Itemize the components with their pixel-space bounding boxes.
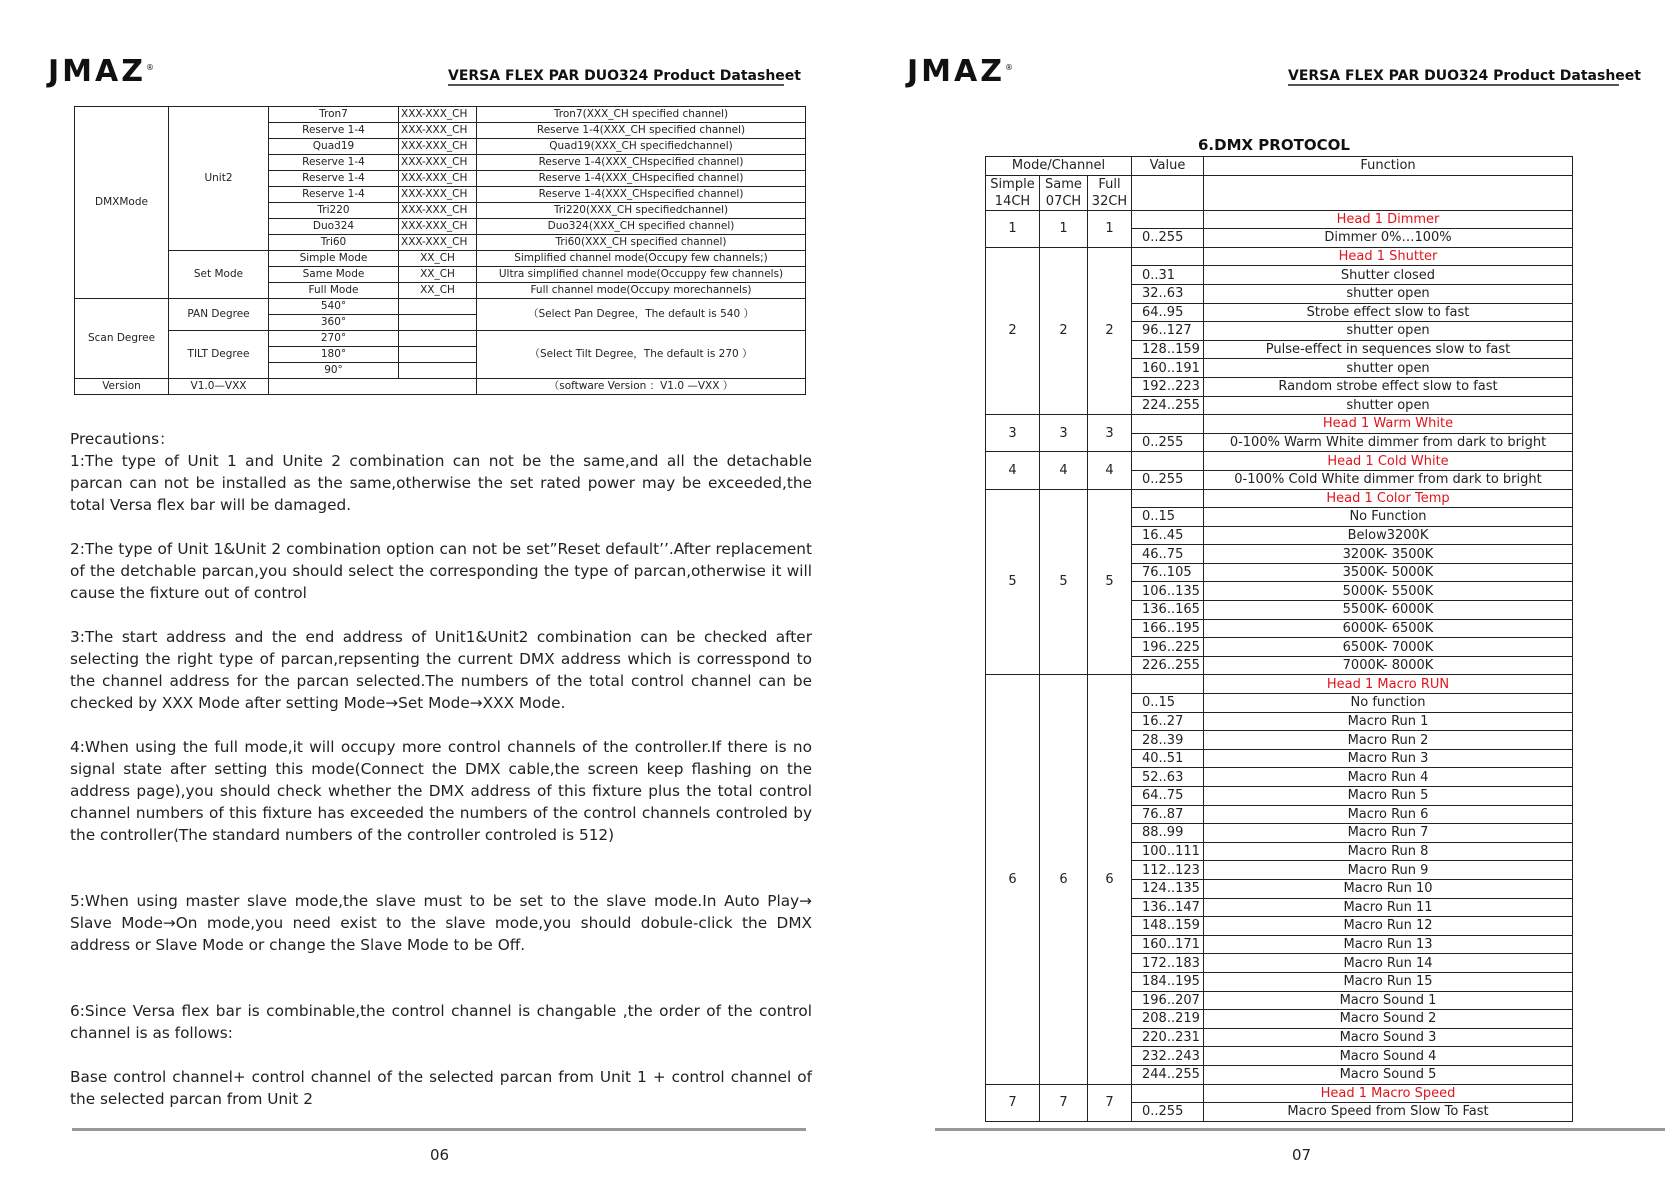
table-row [986,157,1573,176]
function-desc: No function [1204,694,1573,713]
dmx-value: 100..111 [1132,842,1204,861]
dmx-value: 220..231 [1132,1028,1204,1047]
unit2-label: Unit2 [169,107,269,251]
description: Reserve 1-4(XXX_CHspecified channel) [477,155,806,171]
table-row [986,175,1573,210]
pan-value: 540° [269,299,399,315]
channel-number: 7 [986,1084,1040,1121]
dmx-protocol-table [985,156,1573,1122]
precaution-item: Base control channel+ control channel of the selected parcan from Unit 1 + control channel of the selected parcan from Unit 2 [70,1068,812,1108]
footer-rule [935,1128,1665,1131]
channel-code: XXX-XXX_CH [399,107,477,123]
dmx-value: 192..223 [1132,377,1204,396]
function-desc: Shutter closed [1204,266,1573,285]
value-header: Value [1132,157,1204,176]
description: Tron7(XXX_CH specified channel) [477,107,806,123]
channel-code: XX_CH [399,283,477,299]
function-group-title: Head 1 Dimmer [1204,210,1573,229]
dmx-value: 166..195 [1132,619,1204,638]
precaution-item: 4:When using the full mode,it will occupy more control channels of the controller.If there is no signal state after setting this mode(Connect the DMX cable,the screen keep flashing on the address page),you should check whether the DMX address of this fixture plus the total control channel numbers of this fixture has exceeded the numbers of the control channels controled by the controller(The standard numbers of the controller controled is 512) [70,738,812,844]
scan-degree-label: Scan Degree [75,299,169,379]
brand-logo: JMAZ® [907,54,1013,89]
channel-number: 1 [986,210,1040,247]
function-desc: shutter open [1204,359,1573,378]
empty-cell [1132,247,1204,266]
dmx-value: 124..135 [1132,879,1204,898]
channel-number: 5 [1040,489,1088,675]
function-desc: Dimmer 0%…100% [1204,229,1573,248]
function-desc: shutter open [1204,396,1573,415]
dmx-mode-label: DMXMode [75,107,169,299]
page-number: 07 [1292,1146,1312,1164]
table-row [75,107,806,123]
section-title: 6.DMX PROTOCOL [1198,136,1350,154]
pan-degree-label: PAN Degree [169,299,269,331]
channel-number: 3 [1040,415,1088,452]
parcan-type: Reserve 1-4 [269,123,399,139]
description: Duo324(XXX_CH specified channel) [477,219,806,235]
dmx-value: 196..225 [1132,638,1204,657]
dmx-value: 0..31 [1132,266,1204,285]
function-group-title: Head 1 Macro RUN [1204,675,1573,694]
dmx-value: 0..255 [1132,229,1204,248]
precaution-item: 6:Since Versa flex bar is combinable,the control channel is changable ,the order of the control channel is as follows: [70,1002,812,1042]
channel-code: XXX-XXX_CH [399,219,477,235]
mode-settings-table [74,106,806,395]
dmx-value: 0..255 [1132,433,1204,452]
function-desc: 3200K- 3500K [1204,545,1573,564]
dmx-value: 148..159 [1132,917,1204,936]
function-desc: Macro Sound 4 [1204,1047,1573,1066]
function-group-title: Head 1 Color Temp [1204,489,1573,508]
channel-code: XX_CH [399,267,477,283]
function-desc: Macro Run 14 [1204,954,1573,973]
version-label: Version [75,379,169,395]
function-desc: Macro Run 1 [1204,712,1573,731]
parcan-type: Duo324 [269,219,399,235]
empty-cell [1132,489,1204,508]
empty-cell [399,299,477,315]
function-group-title: Head 1 Warm White [1204,415,1573,434]
function-desc: Macro Run 13 [1204,935,1573,954]
function-desc: 0-100% Warm White dimmer from dark to bright [1204,433,1573,452]
mode-channels: 32CH [1091,193,1128,209]
function-desc: Strobe effect slow to fast [1204,303,1573,322]
header-rule [448,84,784,86]
dmx-value: 88..99 [1132,824,1204,843]
dmx-value: 136..165 [1132,601,1204,620]
channel-code: XXX-XXX_CH [399,203,477,219]
dmx-value: 0..15 [1132,508,1204,527]
dmx-value: 52..63 [1132,768,1204,787]
function-desc: Macro Sound 1 [1204,991,1573,1010]
function-desc: Macro Sound 2 [1204,1010,1573,1029]
mode-name: Simple [990,176,1035,192]
version-value: V1.0—VXX [169,379,269,395]
dmx-value: 232..243 [1132,1047,1204,1066]
dmx-value: 76..105 [1132,563,1204,582]
mode-name: Full [1098,176,1121,192]
empty-cell [1132,675,1204,694]
empty-cell [399,363,477,379]
channel-number: 4 [1040,452,1088,489]
empty-cell [269,379,477,395]
parcan-type: Reserve 1-4 [269,171,399,187]
description: Quad19(XXX_CH specifiedchannel) [477,139,806,155]
mode-header [1088,175,1132,210]
parcan-type: Tri220 [269,203,399,219]
function-desc: Macro Run 2 [1204,731,1573,750]
footer-rule [72,1128,806,1131]
page-number: 06 [430,1146,450,1164]
precaution-item: 1:The type of Unit 1 and Unite 2 combination can not be the same,and all the detachable parcan can not be installed as the same,otherwise the set rated power may be exceeded,the total Versa flex bar will be damaged. [70,452,812,514]
dmx-value: 96..127 [1132,322,1204,341]
tilt-description: （Select Tilt Degree，The default is 270 ） [477,331,806,379]
mode-name: Full Mode [269,283,399,299]
precaution-item: 5:When using master slave mode,the slave must to be set to the slave mode.In Auto Play→ Slave Mode→On mode,you need exist to the slave mode,you should dobule-click the DMX address or Slave Mode or change the Slave Mode to be Off. [70,892,812,954]
mode-header [1040,175,1088,210]
channel-code: XXX-XXX_CH [399,171,477,187]
dmx-value: 136..147 [1132,898,1204,917]
channel-number: 6 [986,675,1040,1084]
table-row [986,415,1573,434]
dmx-value: 196..207 [1132,991,1204,1010]
function-desc: Macro Sound 3 [1204,1028,1573,1047]
table-row [986,210,1573,229]
empty-cell [1132,175,1204,210]
function-desc: No Function [1204,508,1573,527]
table-row [986,452,1573,471]
function-desc: Macro Run 12 [1204,917,1573,936]
parcan-type: Tron7 [269,107,399,123]
function-desc: 7000K- 8000K [1204,656,1573,675]
table-row [986,1084,1573,1103]
table-row [75,299,806,315]
mode-name: Simple Mode [269,251,399,267]
parcan-type: Tri60 [269,235,399,251]
description: Ultra simplified channel mode(Occuppy few channels) [477,267,806,283]
channel-number: 7 [1040,1084,1088,1121]
precaution-item: 3:The start address and the end address of Unit1&Unit2 combination can be checked after selecting the right type of parcan,repsenting the current DMX address which is corresspond to the channel address for the parcan selected.The numbers of the total control channel can be checked by XXX Mode after setting Mode→Set Mode→XXX Mode. [70,628,812,712]
function-desc: shutter open [1204,322,1573,341]
channel-code: XXX-XXX_CH [399,155,477,171]
function-desc: Macro Run 10 [1204,879,1573,898]
precaution-item: 2:The type of Unit 1&Unit 2 combination option can not be set”Reset default’’.After replacement of the detchable parcan,you should select the corresponding the type of parcan,otherwise it will cause the fixture out of control [70,540,812,602]
dmx-value: 160..191 [1132,359,1204,378]
channel-code: XXX-XXX_CH [399,235,477,251]
channel-number: 1 [1040,210,1088,247]
dmx-value: 208..219 [1132,1010,1204,1029]
function-desc: 3500K- 5000K [1204,563,1573,582]
header-rule [1288,84,1619,86]
mode-header [986,175,1040,210]
description: Simplified channel mode(Occupy few channels;) [477,251,806,267]
dmx-value: 16..27 [1132,712,1204,731]
dmx-value: 106..135 [1132,582,1204,601]
description: Full channel mode(Occupy morechannels) [477,283,806,299]
channel-number: 4 [1088,452,1132,489]
channel-number: 1 [1088,210,1132,247]
function-desc: Macro Run 6 [1204,805,1573,824]
dmx-value: 46..75 [1132,545,1204,564]
brand-logo: JMAZ® [48,54,154,89]
function-desc: Macro Run 3 [1204,749,1573,768]
dmx-value: 128..159 [1132,340,1204,359]
dmx-value: 64..75 [1132,787,1204,806]
function-desc: 6500K- 7000K [1204,638,1573,657]
header-title: VERSA FLEX PAR DUO324 Product Datasheet [448,68,801,84]
mode-channels: 14CH [994,193,1031,209]
channel-code: XX_CH [399,251,477,267]
precautions [70,428,812,1110]
channel-number: 6 [1040,675,1088,1084]
function-desc: Pulse-effect in sequences slow to fast [1204,340,1573,359]
dmx-value: 16..45 [1132,526,1204,545]
empty-cell [1132,1084,1204,1103]
dmx-value: 160..171 [1132,935,1204,954]
channel-number: 2 [1088,247,1132,414]
channel-number: 5 [986,489,1040,675]
dmx-value: 224..255 [1132,396,1204,415]
table-row [986,489,1573,508]
dmx-value: 112..123 [1132,861,1204,880]
tilt-value: 180° [269,347,399,363]
dmx-value: 76..87 [1132,805,1204,824]
tilt-value: 90° [269,363,399,379]
function-desc: 5000K- 5500K [1204,582,1573,601]
empty-cell [1132,452,1204,471]
dmx-value: 40..51 [1132,749,1204,768]
table-row [75,331,806,347]
pan-value: 360° [269,315,399,331]
mode-name: Same [1045,176,1082,192]
table-row [986,247,1573,266]
function-desc: shutter open [1204,284,1573,303]
channel-number: 2 [986,247,1040,414]
channel-code: XXX-XXX_CH [399,139,477,155]
channel-number: 7 [1088,1084,1132,1121]
description: Reserve 1-4(XXX_CHspecified channel) [477,171,806,187]
precautions-title: Precautions： [70,430,175,448]
dmx-value: 0..255 [1132,470,1204,489]
dmx-value: 0..15 [1132,694,1204,713]
mode-channels: 07CH [1045,193,1082,209]
channel-code: XXX-XXX_CH [399,187,477,203]
channel-number: 5 [1088,489,1132,675]
table-row [75,379,806,395]
dmx-value: 244..255 [1132,1065,1204,1084]
function-desc: 6000K- 6500K [1204,619,1573,638]
function-header: Function [1204,157,1573,176]
function-desc: Macro Run 7 [1204,824,1573,843]
description: Tri60(XXX_CH specified channel) [477,235,806,251]
channel-number: 3 [1088,415,1132,452]
parcan-type: Reserve 1-4 [269,155,399,171]
function-desc: Random strobe effect slow to fast [1204,377,1573,396]
function-group-title: Head 1 Shutter [1204,247,1573,266]
dmx-value: 28..39 [1132,731,1204,750]
dmx-value: 0..255 [1132,1103,1204,1122]
empty-cell [399,315,477,331]
channel-number: 4 [986,452,1040,489]
tilt-degree-label: TILT Degree [169,331,269,379]
dmx-value: 184..195 [1132,972,1204,991]
function-desc: Macro Run 15 [1204,972,1573,991]
function-desc: Macro Run 8 [1204,842,1573,861]
description: Tri220(XXX_CH specifiedchannel) [477,203,806,219]
table-row [75,251,806,267]
function-group-title: Head 1 Macro Speed [1204,1084,1573,1103]
dmx-value: 32..63 [1132,284,1204,303]
dmx-value: 226..255 [1132,656,1204,675]
function-desc: Macro Run 4 [1204,768,1573,787]
function-desc: Macro Run 9 [1204,861,1573,880]
version-description: （software Version ：V1.0 —VXX ） [477,379,806,395]
function-desc: Macro Speed from Slow To Fast [1204,1103,1573,1122]
function-desc: Macro Run 11 [1204,898,1573,917]
parcan-type: Reserve 1-4 [269,187,399,203]
empty-cell [399,347,477,363]
mode-channel-header: Mode/Channel [986,157,1132,176]
empty-cell [1132,415,1204,434]
function-desc: Below3200K [1204,526,1573,545]
tilt-value: 270° [269,331,399,347]
function-desc: Macro Run 5 [1204,787,1573,806]
pan-description: （Select Pan Degree，The default is 540 ） [477,299,806,331]
empty-cell [1204,175,1573,210]
empty-cell [399,331,477,347]
function-desc: 0-100% Cold White dimmer from dark to bright [1204,470,1573,489]
channel-number: 2 [1040,247,1088,414]
parcan-type: Quad19 [269,139,399,155]
description: Reserve 1-4(XXX_CHspecified channel) [477,187,806,203]
table-row [986,675,1573,694]
empty-cell [1132,210,1204,229]
channel-code: XXX-XXX_CH [399,123,477,139]
mode-name: Same Mode [269,267,399,283]
channel-number: 6 [1088,675,1132,1084]
function-desc: 5500K- 6000K [1204,601,1573,620]
function-group-title: Head 1 Cold White [1204,452,1573,471]
header-title: VERSA FLEX PAR DUO324 Product Datasheet [1288,68,1641,84]
dmx-value: 172..183 [1132,954,1204,973]
channel-number: 3 [986,415,1040,452]
function-desc: Macro Sound 5 [1204,1065,1573,1084]
set-mode-label: Set Mode [169,251,269,299]
dmx-value: 64..95 [1132,303,1204,322]
description: Reserve 1-4(XXX_CH specified channel) [477,123,806,139]
